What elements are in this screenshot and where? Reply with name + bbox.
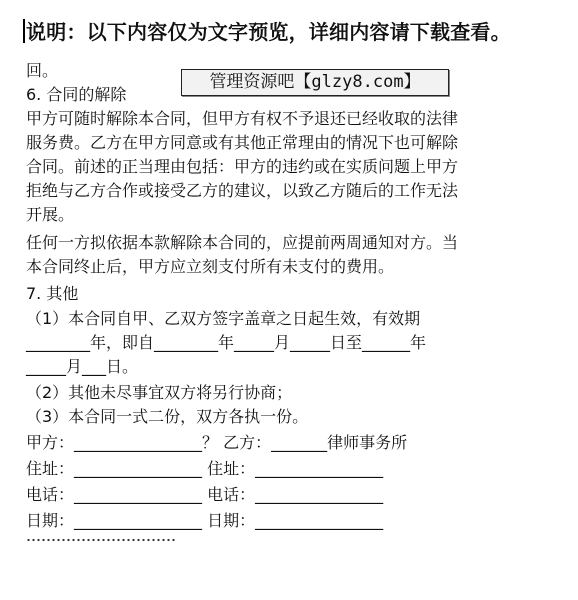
text-line: ________年，即自________年_____月_____日至______年 bbox=[26, 333, 427, 352]
text-line: 开展。 bbox=[26, 205, 75, 224]
signature-line-date: 日期：________________ 日期：________________ bbox=[26, 511, 384, 530]
dotted-divider bbox=[26, 538, 176, 542]
text-cursor bbox=[23, 19, 25, 43]
signature-line-phone: 电话：________________ 电话：________________ bbox=[26, 485, 384, 504]
text-line: 回。 bbox=[26, 61, 59, 80]
watermark-banner: 管理资源吧【glzy8.com】 bbox=[181, 69, 449, 96]
signature-line-party: 甲方：________________？ 乙方：_______律师事务所 bbox=[26, 433, 408, 452]
text-line: 任何一方拟依据本款解除本合同的，应提前两周通知对方。当 bbox=[26, 233, 459, 252]
text-line: （2）其他未尽事宜双方将另行协商； bbox=[26, 383, 293, 402]
text-line: 甲方可随时解除本合同，但甲方有权不予退还已经收取的法律 bbox=[26, 109, 459, 128]
text-line: _____月___日。 bbox=[26, 357, 139, 376]
signature-line-address: 住址：________________ 住址：________________ bbox=[26, 459, 384, 478]
section-heading-other: 7. 其他 bbox=[26, 284, 79, 303]
text-line: 拒绝与乙方合作或接受乙方的建议，以致乙方随后的工作无法 bbox=[26, 181, 459, 200]
text-line: 服务费。乙方在甲方同意或有其他正常理由的情况下也可解除 bbox=[26, 133, 459, 152]
text-line: （3）本合同一式二份，双方各执一份。 bbox=[26, 407, 309, 426]
text-line: 合同。前述的正当理由包括：甲方的违约或在实质问题上甲方 bbox=[26, 157, 459, 176]
text-line: （1）本合同自甲、乙双方签字盖章之日起生效，有效期 bbox=[26, 309, 421, 328]
section-heading-termination: 6. 合同的解除 bbox=[26, 85, 127, 104]
preview-notice: 说明：以下内容仅为文字预览，详细内容请下载查看。 bbox=[26, 20, 511, 44]
text-line: 本合同终止后，甲方应立刻支付所有未支付的费用。 bbox=[26, 257, 395, 276]
